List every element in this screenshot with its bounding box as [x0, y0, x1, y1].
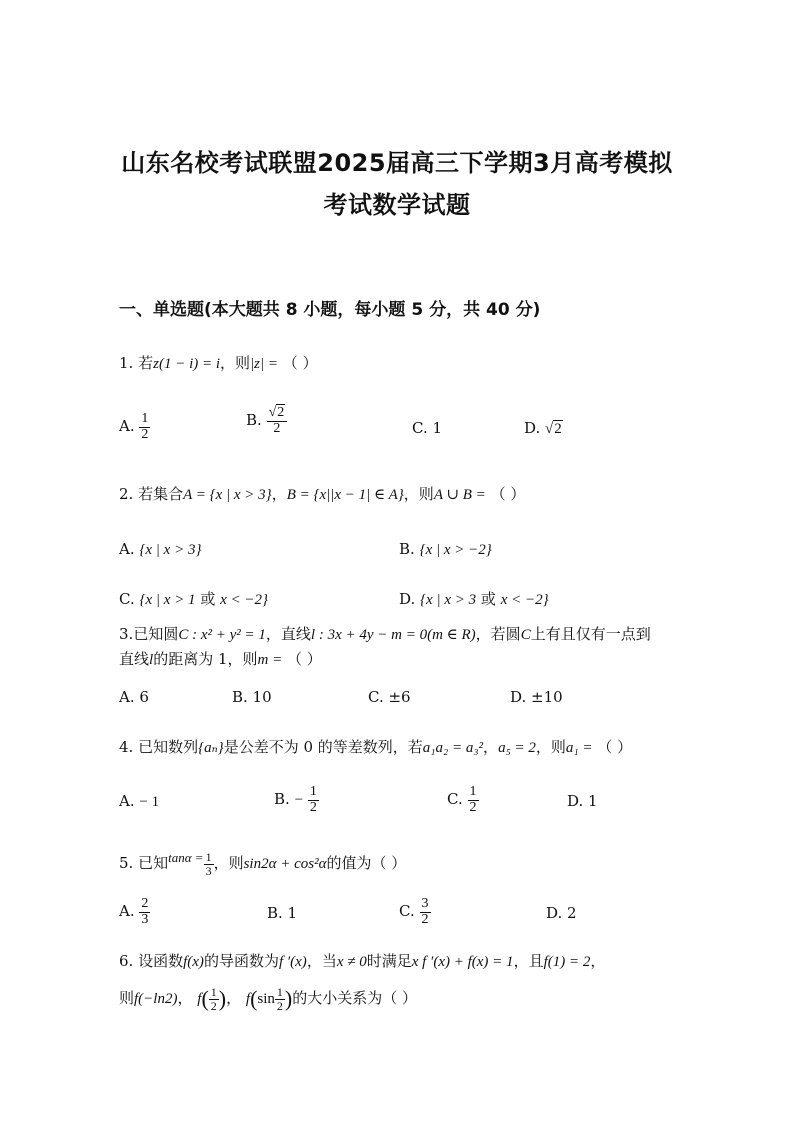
- fraction: $\frac{1}{2}$: [141, 411, 149, 442]
- option-d: D. 2: [546, 904, 577, 922]
- option-d: [399, 588, 549, 609]
- option-b: B. 10: [232, 688, 272, 706]
- math-expression: {aₙ}: [198, 740, 224, 756]
- math-expression: {x | x > 3: [420, 592, 477, 608]
- question-text: ，若圆: [475, 625, 521, 643]
- math-expression: l: [149, 652, 154, 668]
- math-expression: f: [245, 991, 251, 1008]
- option-c: C. 1: [412, 419, 443, 437]
- question-text: ，当: [306, 952, 337, 970]
- question-number: 1.: [119, 354, 134, 372]
- option-a: A. 6: [119, 688, 149, 706]
- fraction: $\frac{1}{2}$: [276, 985, 283, 1013]
- math-expression: x f ′(x) + f(x) = 1: [411, 954, 514, 970]
- answer-blank: （ ）: [490, 485, 526, 503]
- right-paren: ): [284, 986, 293, 1012]
- answer-blank: （ ）: [597, 738, 633, 756]
- math-expression: a₁a₂ = a₃²: [422, 740, 484, 756]
- math-expression: |z| =: [250, 356, 279, 372]
- option-b: [274, 785, 319, 815]
- fraction: $\frac{3}{2}$: [421, 896, 429, 927]
- question-text: 的值为（ ）: [326, 854, 407, 872]
- math-expression: f: [197, 991, 202, 1008]
- math-expression: f ′(x): [278, 954, 307, 970]
- question-text: 已知圆: [133, 625, 179, 643]
- question-text: 已知数列: [138, 738, 199, 756]
- math-expression: a₁ =: [565, 740, 593, 756]
- question-text: 设函数: [138, 952, 184, 970]
- option-text: 或: [200, 590, 216, 608]
- option-label: D.: [399, 590, 416, 608]
- question-text: ，则: [220, 354, 251, 372]
- right-paren: ): [218, 986, 227, 1012]
- question-text: ，: [590, 952, 606, 970]
- option-b: B. 1: [267, 904, 298, 922]
- option-label: A.: [119, 540, 135, 558]
- math-expression: x ≠ 0: [336, 954, 367, 970]
- option-b: [246, 406, 287, 436]
- option-label: C.: [119, 590, 135, 608]
- left-paren: (: [250, 986, 258, 1012]
- option-c: [119, 588, 268, 609]
- square-root: √2: [545, 421, 562, 437]
- math-expression: x < −2}: [220, 592, 269, 608]
- fraction: $\frac{1}{2}$: [469, 784, 477, 815]
- math-expression: sin2α + cos²α: [243, 856, 327, 872]
- option-d: D. 1: [567, 792, 598, 810]
- fraction: $\frac{1}{3}$: [205, 849, 212, 878]
- question-text: 的导函数为: [203, 952, 279, 970]
- left-paren: (: [201, 986, 209, 1012]
- question-number: 3.: [119, 625, 134, 643]
- math-expression: f(1) = 2: [543, 954, 591, 970]
- math-expression: A ∪ B =: [433, 487, 486, 503]
- question-text: 已知: [138, 854, 169, 872]
- question-text: 则: [119, 989, 135, 1008]
- page-title-line2: 考试数学试题: [323, 191, 471, 219]
- answer-blank: （ ）: [282, 354, 318, 372]
- fraction: $\frac{√2}{2}$: [267, 406, 288, 436]
- page-title-line1: 山东名校考试联盟2025届高三下学期3月高考模拟: [121, 149, 673, 177]
- option-a: [119, 412, 150, 442]
- option-a: [119, 897, 150, 927]
- question-text: 直线: [119, 650, 150, 668]
- question-text: ，直线: [265, 625, 311, 643]
- question-text: 上有且仅有一点到: [530, 625, 651, 643]
- question-text: ，: [271, 485, 287, 503]
- question-3: [119, 623, 651, 646]
- option-label: A.: [119, 417, 135, 436]
- question-6-line2: [119, 986, 417, 1012]
- question-number: 2.: [119, 485, 134, 503]
- question-number: 6.: [119, 952, 134, 970]
- math-expression: {x | x > 3}: [139, 542, 202, 558]
- question-text: ，: [483, 738, 499, 756]
- fraction: $\frac{2}{3}$: [141, 896, 149, 927]
- math-expression: sin: [257, 991, 275, 1008]
- question-1: [119, 352, 318, 375]
- question-text: 的大小关系为（ ）: [292, 989, 418, 1008]
- question-text: 的距离为 1，则: [153, 650, 258, 668]
- question-text: ，: [177, 989, 193, 1008]
- answer-blank: （ ）: [287, 650, 322, 668]
- math-expression: A = {x | x > 3}: [183, 487, 272, 503]
- option-a: [119, 792, 159, 811]
- math-expression: f(−ln2): [134, 991, 178, 1008]
- math-expression: x < −2}: [500, 592, 549, 608]
- math-expression: l : 3x + 4y − m = 0(m ∈ R): [310, 627, 476, 643]
- math-expression: f(x): [183, 954, 204, 970]
- question-5: [119, 847, 406, 877]
- option-label: B.: [399, 540, 415, 558]
- option-label: D.: [524, 419, 541, 437]
- option-text: 或: [480, 590, 496, 608]
- question-text: ，则: [535, 738, 566, 756]
- question-6: [119, 950, 605, 973]
- math-expression: {x | x > 1: [139, 592, 196, 608]
- option-label: A.: [119, 902, 135, 921]
- question-text: 若集合: [138, 485, 184, 503]
- question-text: 是公差不为 0 的等差数列，若: [223, 738, 423, 756]
- option-label: B.: [246, 411, 262, 430]
- question-2: [119, 483, 525, 506]
- question-text: 若: [138, 354, 154, 372]
- question-text: ，则: [213, 854, 244, 872]
- question-number: 4.: [119, 738, 134, 756]
- math-expression: tanα =: [168, 850, 204, 865]
- math-expression: a₅ = 2: [498, 740, 536, 756]
- fraction: $\frac{1}{2}$: [210, 985, 217, 1013]
- math-expression: {x | x > −2}: [419, 542, 492, 558]
- question-number: 5.: [119, 854, 134, 872]
- math-expression: m =: [257, 652, 283, 668]
- math-expression: − 1: [139, 794, 160, 810]
- option-c: C. ±6: [368, 688, 411, 706]
- question-text: ，: [226, 989, 242, 1008]
- option-a: [119, 540, 201, 559]
- math-expression: B = {x||x − 1| ∈ A}: [286, 487, 404, 503]
- option-label: C.: [399, 902, 415, 921]
- option-d: D. ±10: [510, 688, 563, 706]
- option-label: B.: [274, 790, 290, 809]
- math-expression: C: [520, 627, 531, 643]
- math-expression: C : x² + y² = 1: [178, 627, 266, 643]
- fraction: $\frac{1}{2}$: [309, 784, 317, 815]
- question-text: ，则: [403, 485, 434, 503]
- option-b: [399, 540, 492, 559]
- question-text: ，且: [513, 952, 544, 970]
- option-c: [447, 785, 479, 815]
- question-4: [119, 736, 632, 759]
- math-expression: z(1 − i) = i: [153, 356, 221, 372]
- question-text: 时满足: [366, 952, 412, 970]
- option-d: [524, 419, 563, 438]
- option-label: A.: [119, 792, 135, 810]
- section-heading: 一、单选题(本大题共 8 小题，每小题 5 分，共 40 分): [119, 300, 541, 320]
- question-3-line2: [119, 648, 322, 671]
- minus-sign: −: [294, 792, 304, 809]
- option-label: C.: [447, 790, 463, 809]
- option-c: [399, 897, 431, 927]
